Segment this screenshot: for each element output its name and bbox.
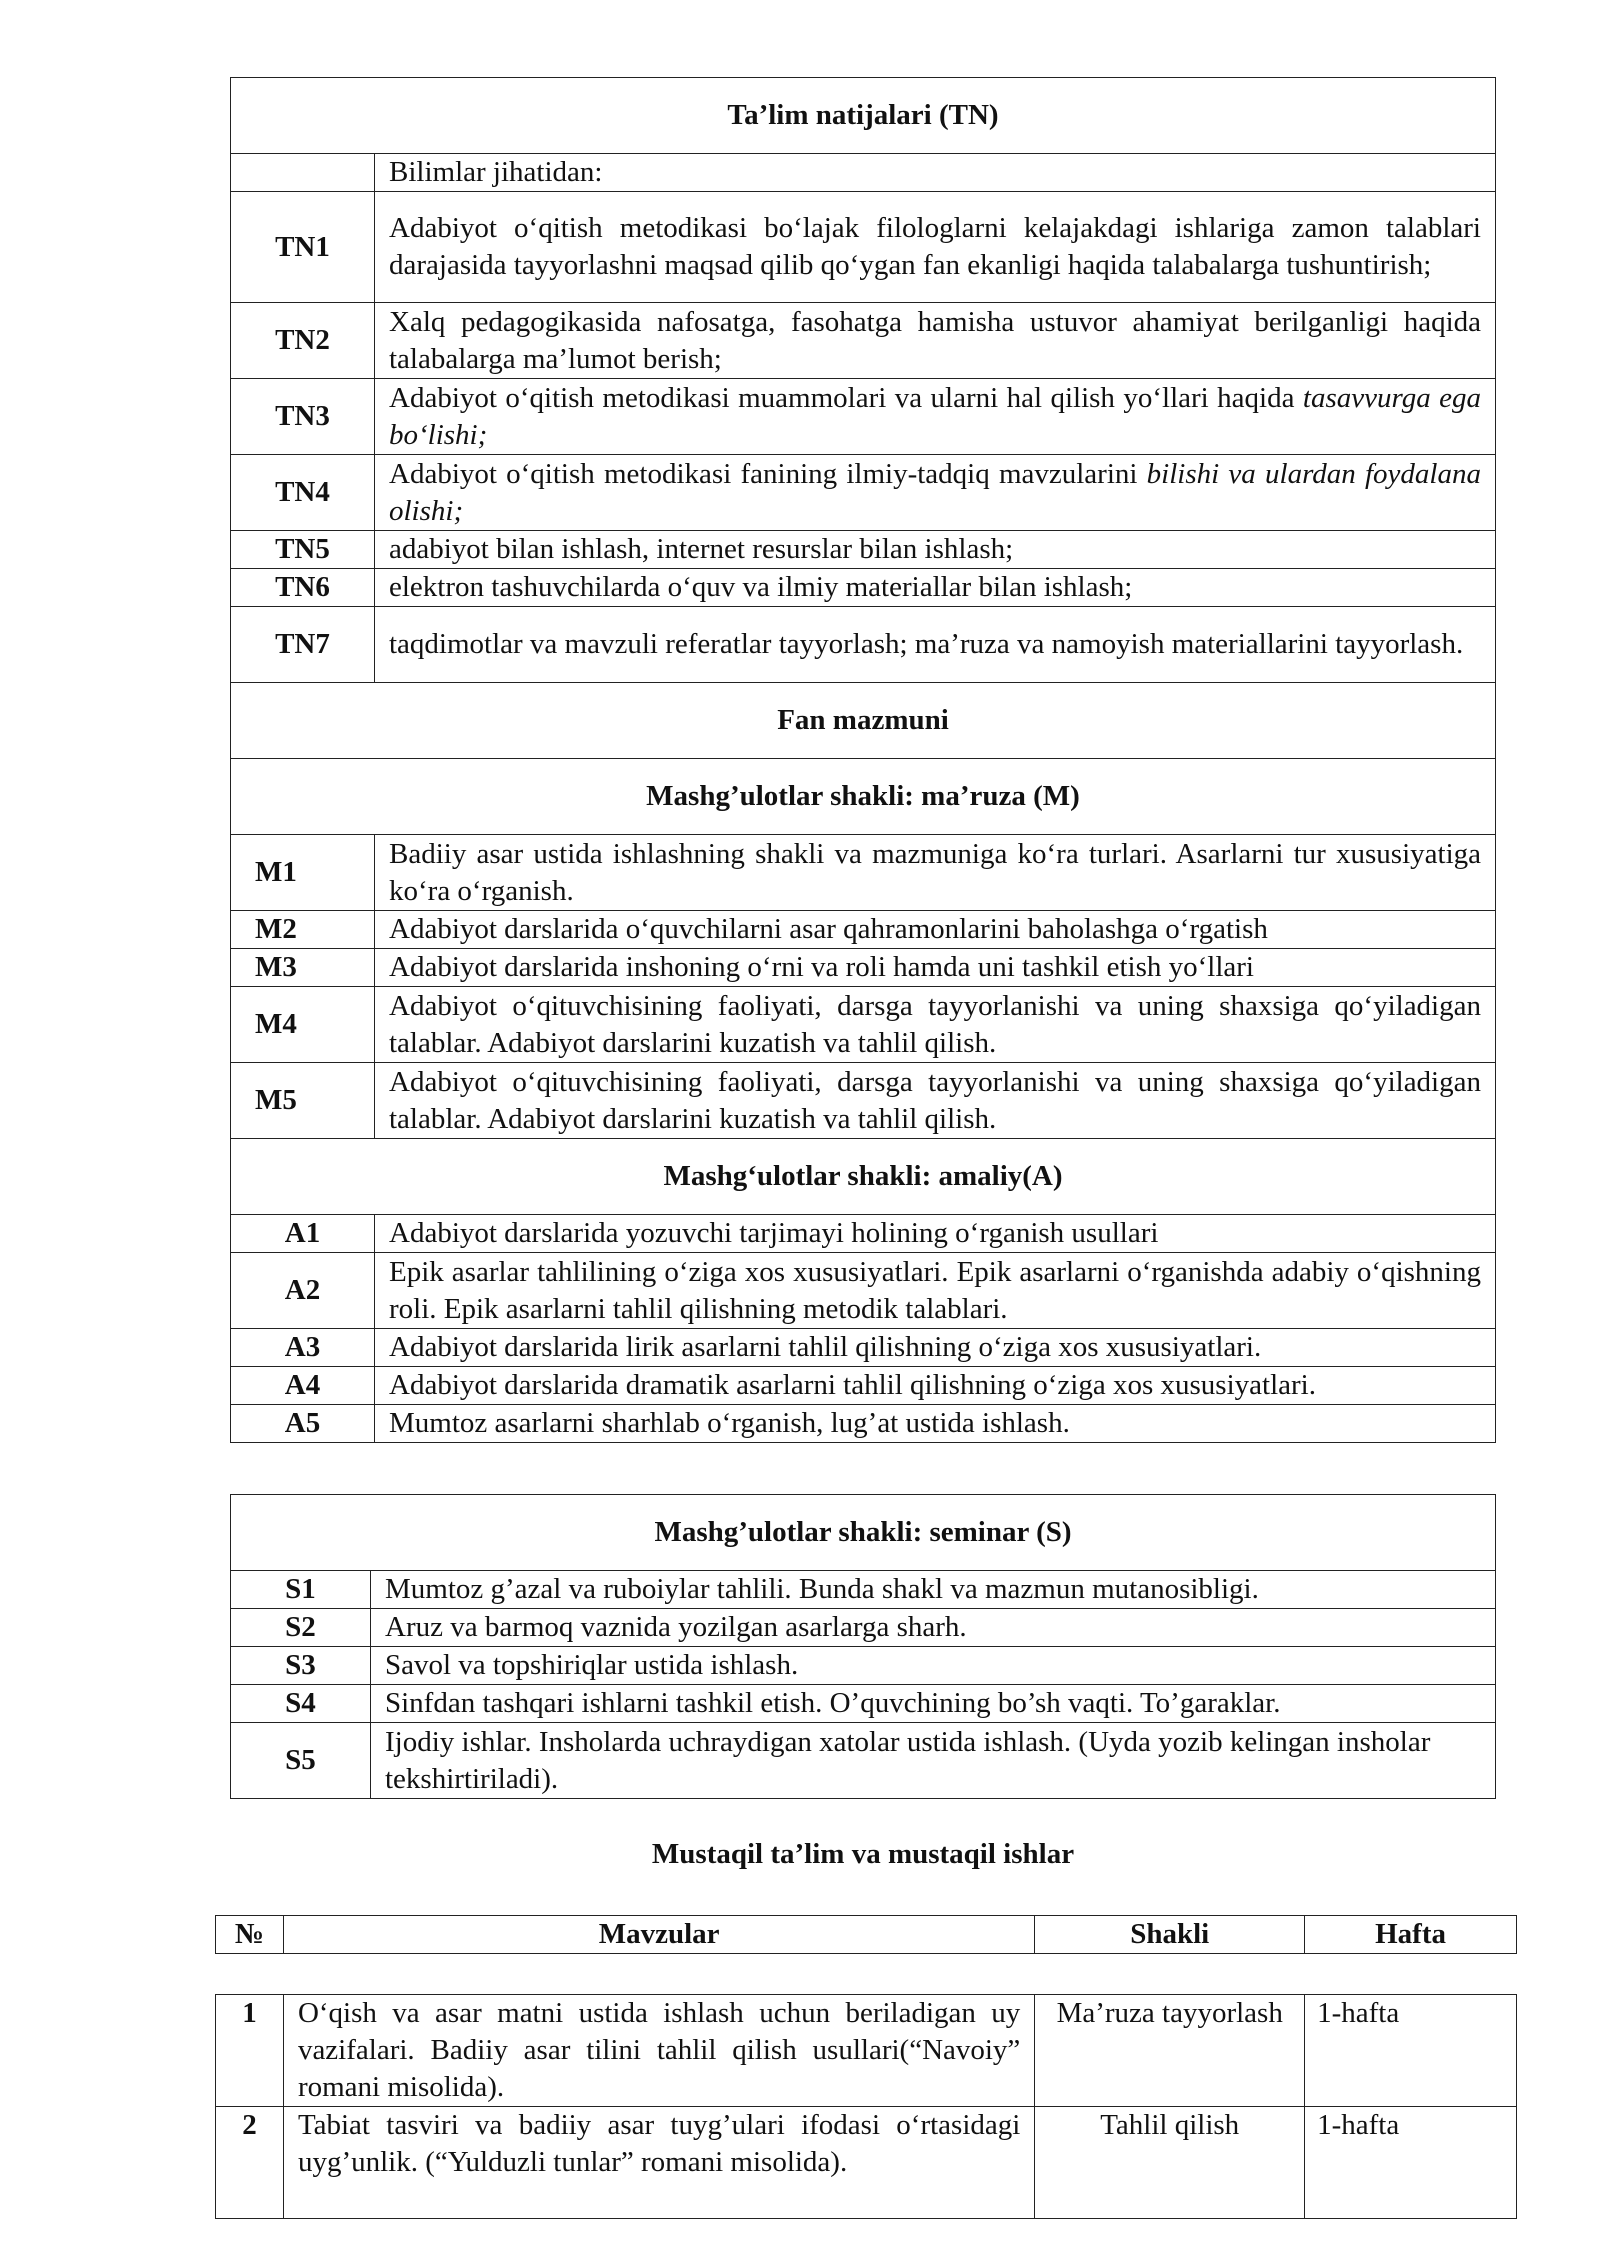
row-week: 1-hafta [1305,2107,1517,2219]
maruza-code: M5 [231,1063,375,1139]
row-form: Ma’ruza tayyorlash [1035,1995,1305,2107]
seminar-text: Aruz va barmoq vaznida yozilgan asarlarga sharh. [371,1609,1496,1647]
mustaqil-header-table [215,1915,1517,1954]
seminar-text: Sinfdan tashqari ishlarni tashkil etish. O’quvchining bo’sh vaqti. To’garaklar. [371,1685,1496,1723]
row-week: 1-hafta [1305,1995,1517,2107]
seminar-text: Ijodiy ishlar. Insholarda uchraydigan xatolar ustida ishlash. (Uyda yozib kelingan insholar tekshirtiriladi). [371,1723,1496,1799]
tn-code: TN5 [231,531,375,569]
tn-code: TN1 [231,192,375,303]
maruza-code: M2 [231,911,375,949]
tn-text: elektron tashuvchilarda o‘quv va ilmiy materiallar bilan ishlash; [375,569,1496,607]
row-topic: Tabiat tasviri va badiiy asar tuyg’ulari ifodasi o‘rtasidagi uyg’unlik. (“Yulduzli tunlar” romani misolida). [283,2107,1034,2219]
tn-text-italic: bilishi va ulardan foydalana olishi; [389,457,1481,527]
tn-heading: Ta’lim natijalari (TN) [231,78,1496,154]
amaliy-text: Epik asarlar tahlilining o‘ziga xos xususiyatlari. Epik asarlarni o‘rganishda adabiy o‘qishning roli. Epik asarlarni tahlil qilishning metodik talablari. [375,1253,1496,1329]
maruza-text: Badiiy asar ustida ishlashning shakli va mazmuniga ko‘ra turlari. Asarlarni tur xususiyatiga ko‘ra o‘rganish. [375,835,1496,911]
amaliy-code: A1 [231,1215,375,1253]
amaliy-code: A5 [231,1405,375,1443]
header-number: № [216,1916,284,1954]
seminar-heading: Mashg’ulotlar shakli: seminar (S) [231,1495,1496,1571]
row-number: 2 [216,2107,284,2219]
tn-text-italic: tasavvurga ega bo‘lishi; [389,381,1482,451]
maruza-text: Adabiyot darslarida inshoning o‘rni va roli hamda uni tashkil etish yo‘llari [375,949,1496,987]
amaliy-text: Adabiyot darslarida yozuvchi tarjimayi holining o‘rganish usullari [375,1215,1496,1253]
seminar-code: S3 [231,1647,371,1685]
tn-intro: Bilimlar jihatidan: [375,154,1496,192]
tn-text: adabiyot bilan ishlash, internet resurslar bilan ishlash; [375,531,1496,569]
curriculum-table [230,77,1496,1443]
maruza-code: M3 [231,949,375,987]
tn-text: Xalq pedagogikasida nafosatga, fasohatga hamisha ustuvor ahamiyat berilganligi haqida talabalarga ma’lumot berish; [375,303,1496,379]
row-form: Tahlil qilish [1035,2107,1305,2219]
fan-heading: Fan mazmuni [231,683,1496,759]
tn-text: taqdimotlar va mavzuli referatlar tayyorlash; ma’ruza va namoyish materiallarini tayyorlash. [375,607,1496,683]
tn-text [375,455,1496,531]
maruza-heading: Mashg’ulotlar shakli: ma’ruza (M) [231,759,1496,835]
amaliy-heading: Mashg‘ulotlar shakli: amaliy(A) [231,1139,1496,1215]
header-form: Shakli [1035,1916,1305,1954]
maruza-text: Adabiyot darslarida o‘quvchilarni asar qahramonlarini baholashga o‘rgatish [375,911,1496,949]
seminar-text: Savol va topshiriqlar ustida ishlash. [371,1647,1496,1685]
header-topics: Mavzular [283,1916,1034,1954]
seminar-code: S4 [231,1685,371,1723]
mustaqil-title: Mustaqil ta’lim va mustaqil ishlar [651,1838,1075,1870]
seminar-code: S2 [231,1609,371,1647]
tn-code: TN7 [231,607,375,683]
seminar-code: S1 [231,1571,371,1609]
tn-text: Adabiyot o‘qitish metodikasi bo‘lajak filologlarni kelajakdagi ishlariga zamon talablari darajasida tayyorlashni maqsad qilib qo‘ygan fan ekanligi haqida talabalarga tushuntirish; [375,192,1496,303]
tn-code: TN6 [231,569,375,607]
tn-code: TN3 [231,379,375,455]
amaliy-text: Adabiyot darslarida dramatik asarlarni tahlil qilishning o‘ziga xos xususiyatlari. [375,1367,1496,1405]
seminar-text: Mumtoz g’azal va ruboiylar tahlili. Bunda shakl va mazmun mutanosibligi. [371,1571,1496,1609]
maruza-code: M4 [231,987,375,1063]
amaliy-code: A2 [231,1253,375,1329]
header-week: Hafta [1305,1916,1517,1954]
tn-text [375,379,1496,455]
mustaqil-table [215,1994,1517,2219]
maruza-text: Adabiyot o‘qituvchisining faoliyati, darsga tayyorlanishi va uning shaxsiga qo‘yiladigan talablar. Adabiyot darslarini kuzatish va tahlil qilish. [375,1063,1496,1139]
tn-code: TN4 [231,455,375,531]
tn-code: TN2 [231,303,375,379]
maruza-text: Adabiyot o‘qituvchisining faoliyati, darsga tayyorlanishi va uning shaxsiga qo‘yiladigan talablar. Adabiyot darslarini kuzatish va tahlil qilish. [375,987,1496,1063]
amaliy-code: A4 [231,1367,375,1405]
seminar-code: S5 [231,1723,371,1799]
maruza-code: M1 [231,835,375,911]
amaliy-text: Mumtoz asarlarni sharhlab o‘rganish, lug’at ustida ishlash. [375,1405,1496,1443]
row-topic: O‘qish va asar matni ustida ishlash uchun beriladigan uy vazifalari. Badiiy asar tilini tahlil qilish usullari(“Navoiy” romani misolida). [283,1995,1034,2107]
amaliy-text: Adabiyot darslarida lirik asarlarni tahlil qilishning o‘ziga xos xususiyatlari. [375,1329,1496,1367]
row-number: 1 [216,1995,284,2107]
tn-intro-empty-cell [231,154,375,192]
amaliy-code: A3 [231,1329,375,1367]
tn-text-normal: Adabiyot o‘qitish metodikasi muammolari va ularni hal qilish yo‘llari haqida [389,381,1303,414]
tn-text-normal: Adabiyot o‘qitish metodikasi fanining ilmiy-tadqiq mavzularini [389,457,1147,490]
seminar-table [230,1494,1496,1799]
